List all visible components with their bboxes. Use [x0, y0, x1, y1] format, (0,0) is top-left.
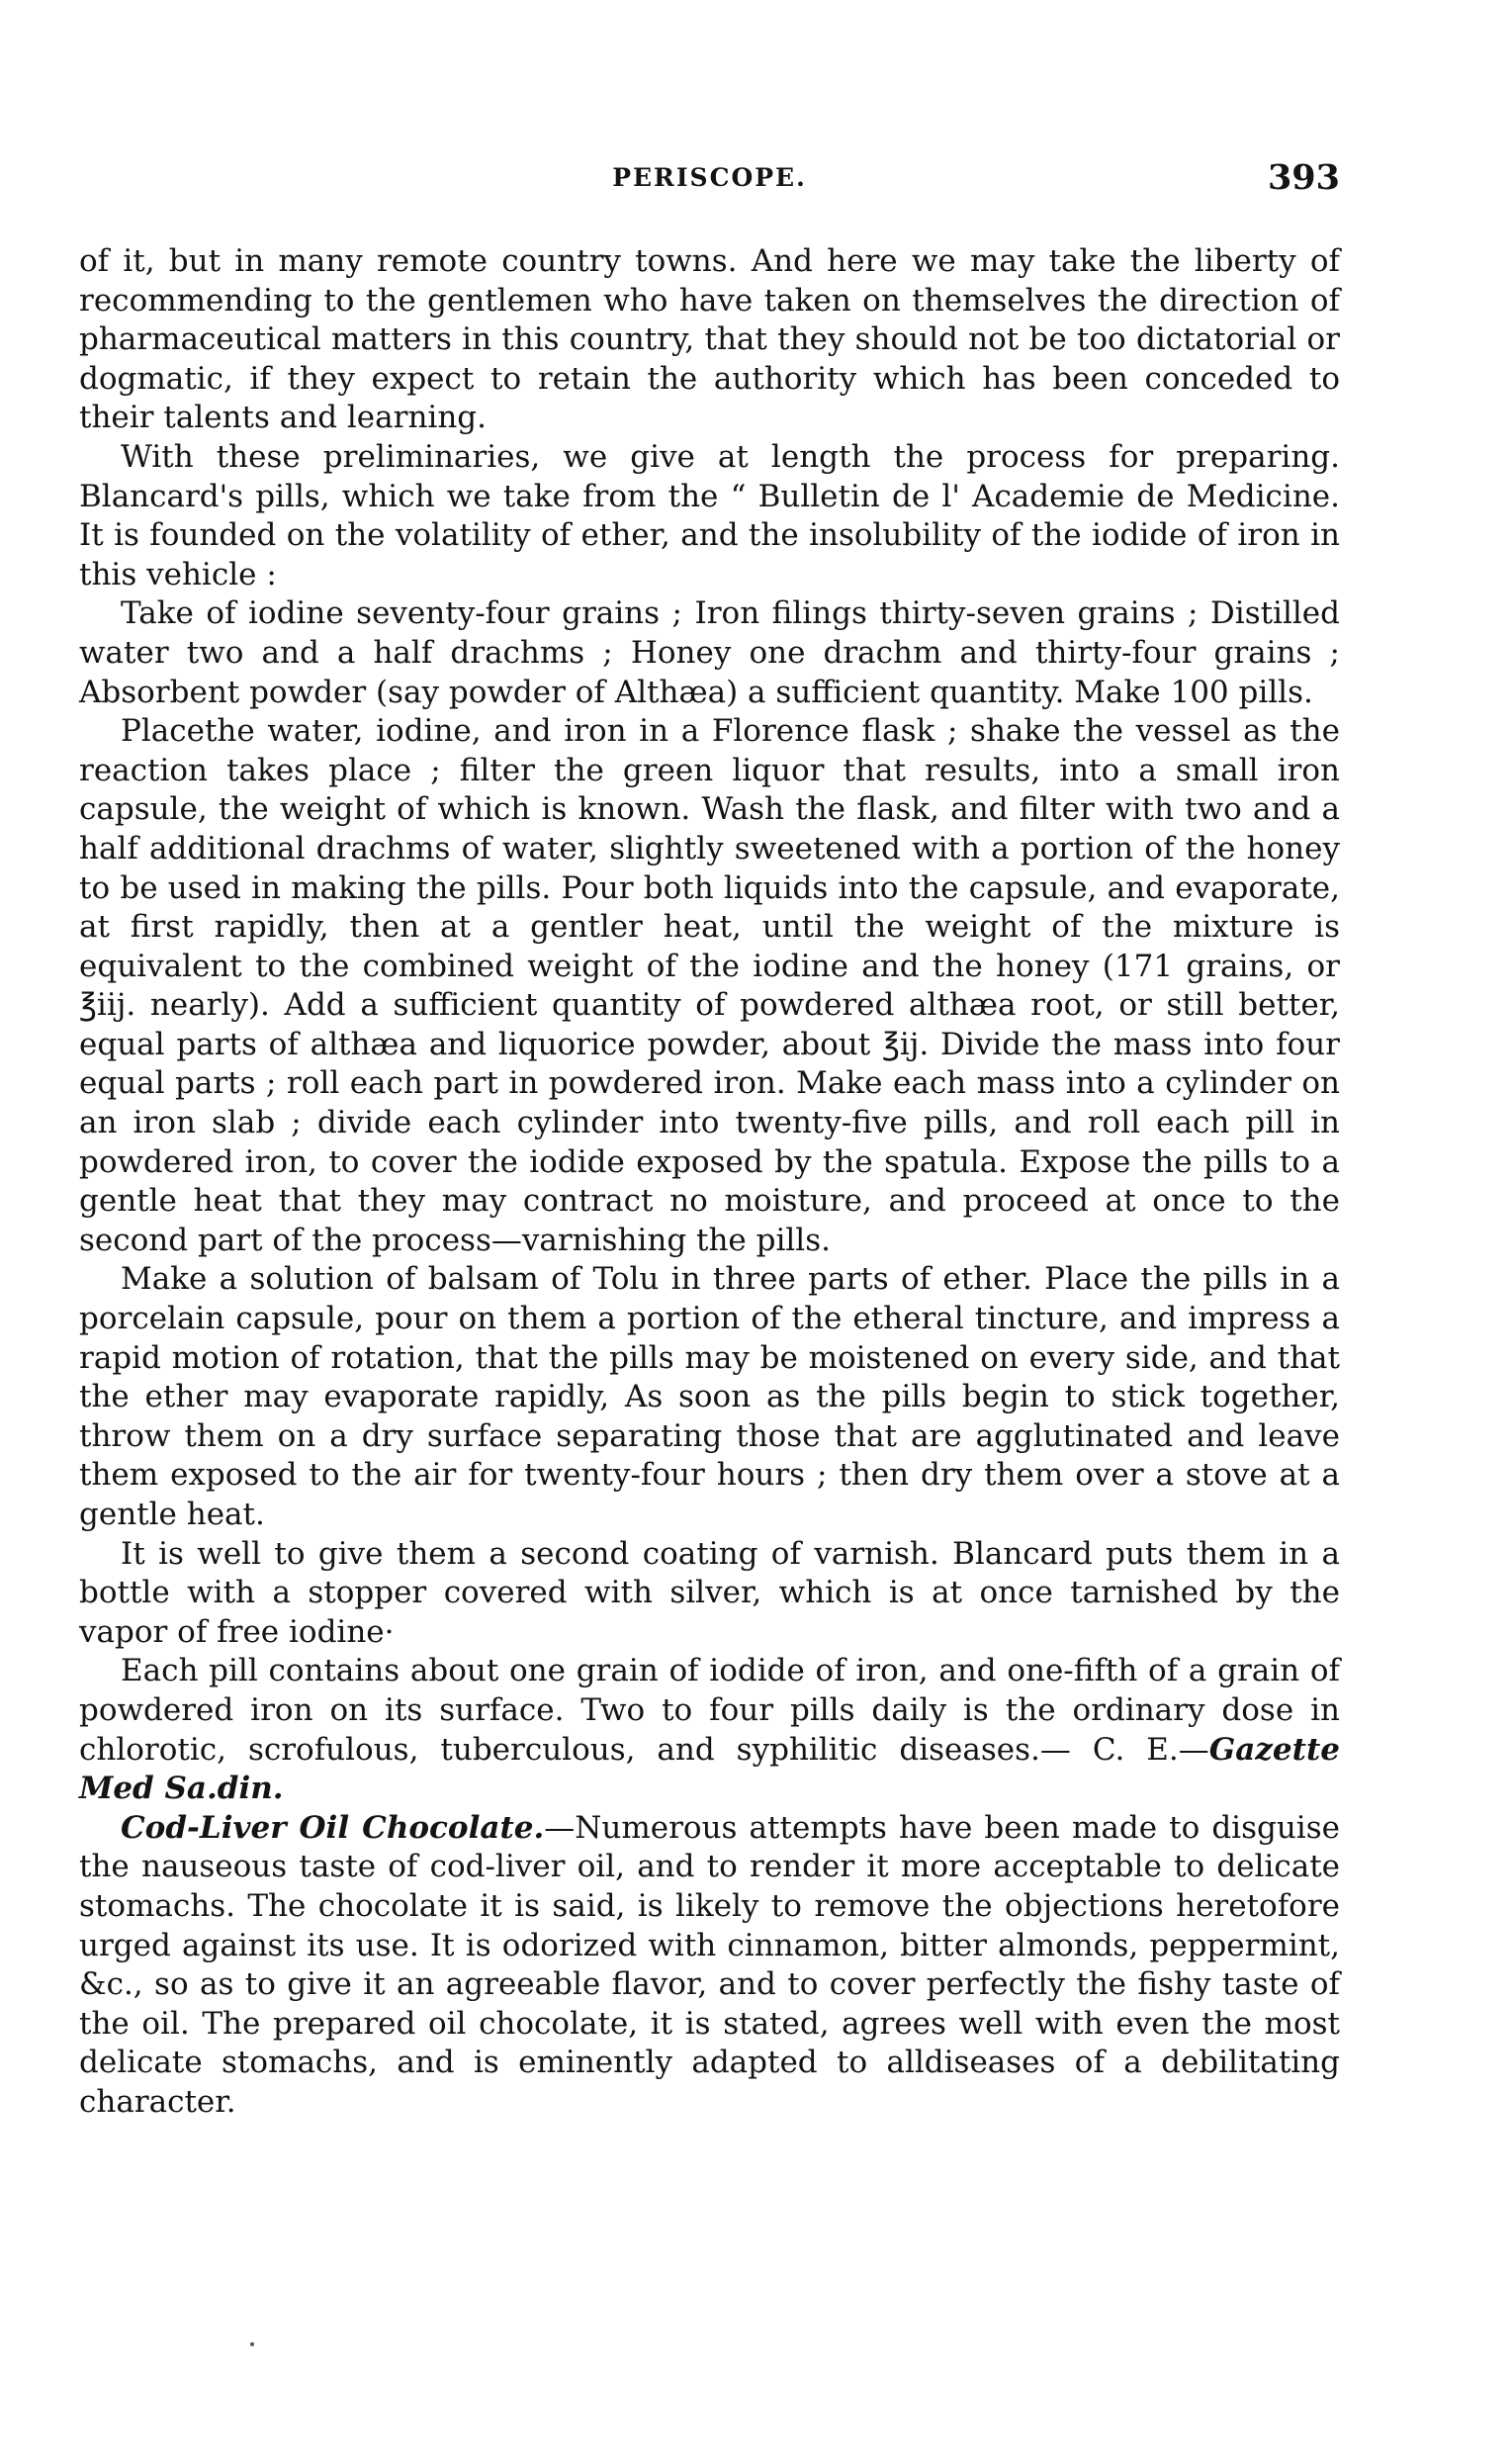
running-head: PERISCOPE. [612, 163, 807, 192]
cod-liver-oil-text: —Numerous attempts have been made to disguise the nauseous taste of cod-liver oil, and to render it more acceptable to delicate stomachs. The chocolate it is said, is likely to remove the objections heretofore urged against its use. It is odorized with cinnamon, bitter almonds, peppermint, &c., so as to give it an agreeable flavor, and to cover perfectly the fishy taste of the oil. The prepared oil chocolate, it is stated, agrees well with even the most delicate stomachs, and is eminently adapted to alldiseases of a debilitating character. [79, 1809, 1340, 2120]
stray-ink-mark [250, 2342, 254, 2346]
paragraph-second-coating: It is well to give them a second coating of varnish. Blancard puts them in a bottle with a stopper covered with silver, which is at once tarnished by the vapor of free iodine· [79, 1535, 1340, 1650]
paragraph-dose [79, 1652, 1340, 1808]
page-header [79, 157, 1340, 213]
paragraph-continuation: of it, but in many remote country towns. And here we may take the liberty of recommending to the gentlemen who have taken on themselves the direction of pharmaceutical matters in this country, that they should not be too dictatorial or dogmatic, if they expect to retain the authority which has been conceded to their talents and learning. [79, 243, 1340, 436]
paragraph-method: Placethe water, iodine, and iron in a Florence flask ; shake the vessel as the reaction takes place ; filter the green liquor that results, into a small iron capsule, the weight of which is known. Wash the flask, and filter with two and a half additional drachms of water, slightly sweetened with a portion of the honey to be used in making the pills. Pour both liquids into the capsule, and evaporate, at first rapidly, then at a gentler heat, until the weight of the mixture is equivalent to the combined weight of the iodine and the honey (171 grains, or ℥iij. nearly). Add a sufficient quantity of powdered althæa root, or still better, equal parts of althæa and liquorice powder, about ℥ij. Divide the mass into four equal parts ; roll each part in powdered iron. Make each mass into a cylinder on an iron slab ; divide each cylinder into twenty-five pills, and roll each pill in powdered iron, to cover the iodide exposed by the spatula. Expose the pills to a gentle heat that they may contract no moisture, and proceed at once to the second part of the process—varnishing the pills. [79, 713, 1340, 1258]
paragraph-varnish: Make a solution of balsam of Tolu in three parts of ether. Place the pills in a porcelain capsule, pour on them a portion of the etheral tincture, and impress a rapid motion of rotation, that the pills may be moistened on every side, and that the ether may evaporate rapidly, As soon as the pills begin to stick together, throw them on a dry surface separating those that are agglutinated and leave them exposed to the air for twenty-four hours ; then dry them over a stove at a gentle heat. [79, 1261, 1340, 1532]
paragraph-recipe: Take of iodine seventy-four grains ; Iron filings thirty-seven grains ; Distilled water two and a half drachms ; Honey one drachm and thirty-four grains ; Absorbent powder (say powder of Althæa) a sufficient quantity. Make 100 pills. [79, 595, 1340, 710]
paragraph-cod-liver-oil [79, 1809, 1340, 2123]
page-number: 393 [1267, 157, 1340, 198]
source-citation: Gazette Med Sa.din. [79, 1731, 1340, 1807]
paragraph-preliminaries: With these preliminaries, we give at length the process for preparing. Blancard's pills, which we take from the “ Bulletin de l' Academie de Medicine. It is founded on the volatility of ether, and the insolubility of the iodide of iron in this vehicle : [79, 438, 1340, 592]
dose-text: Each pill contains about one grain of iodide of iron, and one-fifth of a grain of powdered iron on its surface. Two to four pills daily is the ordinary dose in chlorotic, scrofulous, tuberculous, and syphilitic diseases.— C. E.— [79, 1653, 1340, 1768]
body-text [79, 242, 1340, 2123]
section-title: Cod-Liver Oil Chocolate. [121, 1809, 545, 1846]
